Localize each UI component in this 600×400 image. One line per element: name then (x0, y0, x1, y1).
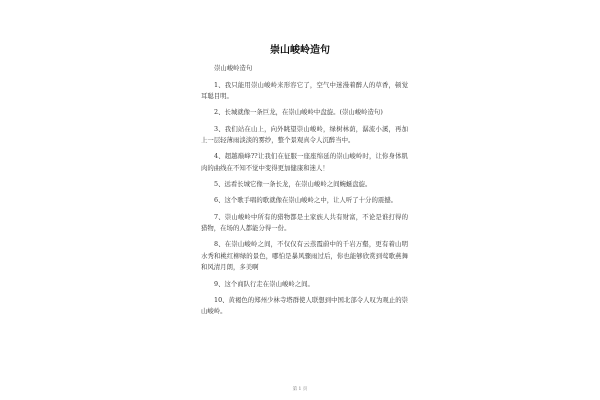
document-title: 崇山峻岭造句 (270, 45, 330, 56)
sentence-paragraph-7: 7、崇山峻岭中所有的猎物都是土家族人共有财富，不论是谁打得的猎物，在场的人都能分得一份。 (201, 212, 408, 233)
sentence-paragraph-6: 6、这个歌手唱的歌就像在崇山峻岭之中，让人听了十分的震撼。 (214, 196, 398, 205)
document-subtitle: 崇山峻岭造句 (214, 64, 253, 72)
sentence-paragraph-9: 9、这个商队行走在崇山峻岭之间。 (214, 279, 314, 288)
sentence-paragraph-10: 10、黄褐色的郑州少林寺塔群使人联想到中国北部令人叹为观止的崇山峻岭。 (201, 295, 408, 316)
sentence-paragraph-3: 3、我们站在山上，向外眺望崇山峻岭，绿树林荫，潺流小溪，再加上一层轻薄雨淡淡的雾纱，整个景观真令人沉醉当中。 (201, 124, 408, 145)
page-number-footer: 第 1 页 (292, 387, 308, 392)
document-body (201, 63, 408, 323)
sentence-paragraph-8: 8、在崇山峻岭之间，不仅仅有云蒸霞蔚中的千岩万壑，更有着山明水秀和桃红柳绿的景色，哪怕是暴风骤雨过后，你也能够欣赏到莺歌燕舞和风清月朗，多美啊 (201, 240, 408, 272)
sentence-paragraph-5: 5、远看长城它像一条长龙，在崇山峻岭之间蜿蜒盘旋。 (214, 180, 372, 189)
sentence-paragraph-4: 4、超越巅峰??让我们在征服一座座绵延的崇山峻岭时，让你身体肌肉的曲线在不知不觉中变得更加健康和迷人！ (201, 152, 408, 172)
sentence-paragraph-2: 2、长城就像一条巨龙，在崇山峻岭中盘旋。(崇山峻岭造句) (214, 108, 383, 117)
sentence-paragraph-1: 1、我只能用崇山峻岭来形容它了，空气中迷漫着醉人的草香，顿觉耳聪目明。 (201, 80, 408, 101)
